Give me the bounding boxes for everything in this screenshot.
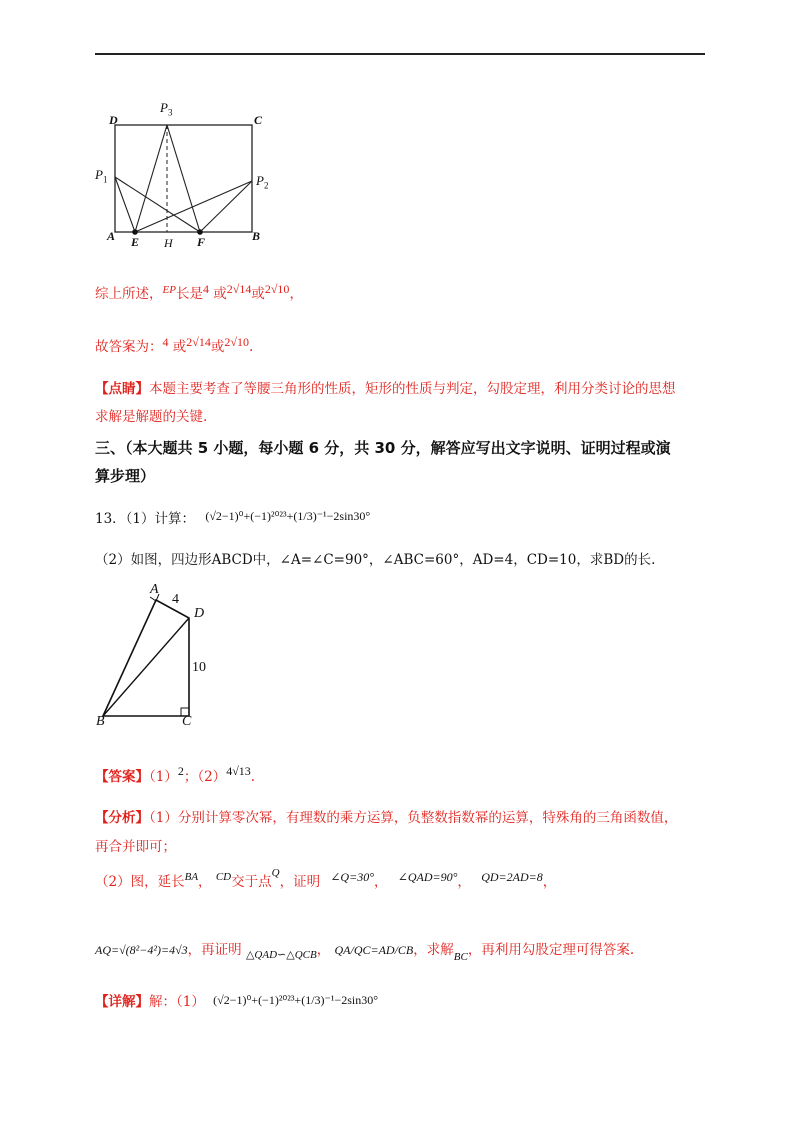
label-d2: D <box>194 606 205 621</box>
dianjing-line2: 求解是解题的关键. <box>95 409 208 425</box>
label-4: 4 <box>172 592 179 607</box>
label-f: F <box>197 235 206 249</box>
section-heading-line2: 算步理） <box>95 467 156 485</box>
q13-expression: (√2−1)⁰+(−1)²⁰²³+(1/3)⁻¹−2sin30° <box>205 509 371 523</box>
figure-quadrilateral <box>88 580 228 730</box>
label-d: D <box>109 113 118 127</box>
detail-line: 【详解】解：（1） (√2−1)⁰+(−1)²⁰²³+(1/3)⁻¹−2sin30° <box>95 993 379 1010</box>
label-a: A <box>107 229 116 243</box>
label-h: H <box>164 236 173 250</box>
analysis-line3: （2）图，延长$^{BA}$， $^{CD}$交于点$^Q$，证明 ∠Q=30°， ∠QAD=90°， QD=2AD=8， <box>95 867 557 890</box>
label-b2: B <box>96 714 105 729</box>
label-p3: $P_3$ <box>160 100 173 118</box>
quadrilateral-diagram <box>88 580 228 730</box>
summary-line: 综上所述，$^{EP}$长是4 或2√14或2√10， <box>95 282 303 302</box>
header-rule <box>95 53 705 55</box>
q13-part1: 13．（1）计算： (√2−1)⁰+(−1)²⁰²³+(1/3)⁻¹−2sin30° <box>95 509 371 527</box>
label-p1: $P_1$ <box>95 167 108 185</box>
label-e: E <box>131 235 140 249</box>
label-a2: A <box>150 582 159 597</box>
analysis-line1: 【分析】（1）分别计算零次幂，有理数的乘方运算，负整数指数幂的运算，特殊角的三角函数值， <box>95 810 678 826</box>
section-heading-line1: 三、（本大题共 5 小题，每小题 6 分，共 30 分，解答应写出文字说明、证明过程或演 <box>95 439 671 457</box>
answer-line: 故答案为：4 或2√14或2√10. <box>95 335 254 355</box>
analysis-line4: AQ=√(8²−4²)=4√3，再证明 $_{\triangle QAD∽\triangle QCB}$， QA/QC=AD/CB，求解$_{BC}$，再利用勾股定理可得答案. <box>95 942 635 963</box>
dianjing-line1: 【点睛】本题主要考查了等腰三角形的性质，矩形的性质与判定，勾股定理，利用分类讨论的思想 <box>95 381 676 397</box>
figure-rectangle <box>90 95 290 255</box>
label-b: B <box>252 229 261 243</box>
analysis-line2: 再合并即可； <box>95 839 176 855</box>
answer2-line: 【答案】（1）2；（2）4√13. <box>95 764 256 785</box>
label-c2: C <box>182 714 192 729</box>
label-c: C <box>254 113 263 127</box>
label-10: 10 <box>192 660 206 675</box>
q13-part2: （2）如图，四边形ABCD中，∠A=∠C=90°，∠ABC=60°，AD=4，CD=10，求BD的长. <box>95 552 656 568</box>
label-p2: $P_2$ <box>256 173 269 191</box>
